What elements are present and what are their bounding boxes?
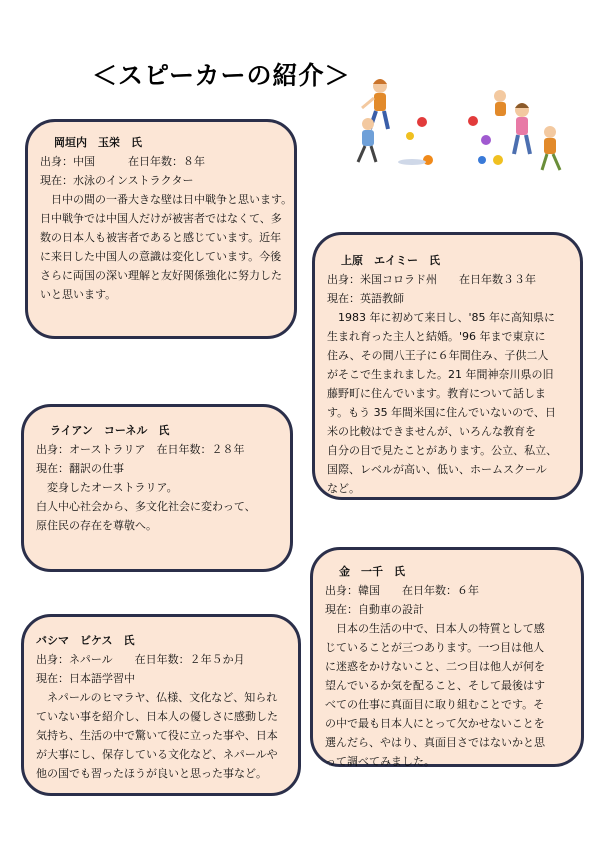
speaker-body-line: 米の比較はできませんが、いろんな教育を [327,425,536,438]
speaker-name: ライアン コーネル 氏 [50,424,170,437]
speaker-body-line: 1983 年に初めて来日し、'85 年に高知県に [338,311,556,324]
speaker-body-line: 気持ち、生活の中で驚いて役に立った事や、日本 [36,729,278,742]
speaker-body-line: 選んだら、やはり、真面目さではないかと思 [325,736,545,749]
speaker-body-line: ていない事を紹介し、日本人の優しさに感動した [36,710,278,723]
speaker-body-line: に来日した中国人の意識は変化しています。今後 [40,250,282,263]
speaker-body-line: 国際、レベルが高い、低い、ホームスクール [327,463,547,476]
speaker-body-line: 住み、その間八王子に６年間住み、子供二人 [327,349,549,362]
speaker-body-line: に迷惑をかけないこと、二つ目は他人が何を [325,660,545,673]
speaker-origin: 出身：ネパール 在日年数：２年５か月 [36,653,245,666]
speaker-current: 現在：翻訳の仕事 [36,462,124,475]
speaker-name: 岡垣内 玉栄 氏 [54,136,142,149]
speaker-body-line: など。 [327,482,360,495]
speaker-origin: 出身：米国コロラド州 在日年数３３年 [327,273,536,286]
speaker-body-line: 望んでいるか気を配ること、そして最後はす [325,679,545,692]
speaker-name: 金 一千 氏 [339,565,405,578]
speaker-body-line: べての仕事に真面目に取り組むことです。そ [325,698,545,711]
speaker-body-line: がそこで生まれました。21 年間神奈川県の旧 [327,368,554,381]
ball-icon [481,135,491,145]
speaker-body-line: 生まれ育った主人と結婚。'96 年まで東京に [327,330,546,343]
ball-icon [423,155,433,165]
speaker-body-line: 藤野町に住んでいます。教育について話しま [327,387,546,400]
speaker-current: 現在：水泳のインストラクター [40,174,194,187]
page-title: ＜スピーカーの紹介＞ [92,61,351,90]
ball-icon [417,117,427,127]
speaker-current: 現在：自動車の設計 [325,603,424,616]
speaker-body-line: 他の国でも習ったほうが良いと思った事など。 [36,767,267,780]
speaker-card [25,119,297,339]
speaker-current: 現在：日本語学習中 [36,672,135,685]
speaker-body-line: 日本の生活の中で、日本人の特質として感 [336,622,545,635]
speaker-body-line: 原住民の存在を尊敬へ。 [36,519,157,532]
speaker-body-line: って調べてみました。 [325,755,435,768]
child-figure-left-bottom [358,118,376,162]
speaker-body-line: が大事にし、保存している文化など、ネパールや [36,748,278,761]
speaker-body-line: の中で最も日本人にとって欠かせないことを [325,717,545,730]
child-figure-far-right [542,126,560,170]
speaker-body-line: いと思います。 [40,288,117,301]
speaker-card [21,614,301,796]
speaker-body-line: ネパールのヒマラヤ、仏様、文化など、知られ [47,691,278,704]
speaker-origin: 出身：オーストラリア 在日年数：２８年 [36,443,245,456]
speaker-body-line: 自分の目で見たことがあります。公立、私立、 [327,444,558,457]
ball-icon [478,156,486,164]
ball-icon [493,155,503,165]
speaker-current: 現在：英語教師 [327,292,404,305]
speaker-origin: 出身：中国 在日年数：８年 [40,155,205,168]
children-playing-illustration [350,74,570,174]
child-figure-right-top [494,90,506,116]
speaker-origin: 出身：韓国 在日年数：６年 [325,584,479,597]
ball-icon [406,132,414,140]
speaker-body-line: 日中戦争では中国人だけが被害者ではなくて、多 [40,212,282,225]
speaker-card [310,547,584,767]
speaker-body-line: 日中の間の一番大きな壁は日中戦争と思います。 [51,193,293,206]
speaker-body-line: じていることが三つあります。一つ目は他人 [325,641,545,654]
speaker-body-line: 数の日本人も被害者であると感じています。近年 [40,231,282,244]
speaker-card [312,232,583,500]
speaker-name: バシマ ビケス 氏 [36,634,135,647]
speaker-card [21,404,293,572]
child-figure-right [514,103,530,154]
speaker-body-line: さらに両国の深い理解と友好関係強化に努力した [40,269,282,282]
speaker-body-line: 白人中心社会から、多文化社会に変わって、 [36,500,256,513]
ball-icon [468,116,478,126]
speaker-body-line: 変身したオーストラリア。 [47,481,178,494]
speaker-body-line: す。もう 35 年間米国に住んでいないので、日 [327,406,556,419]
speaker-name: 上原 エイミー 氏 [341,254,440,267]
